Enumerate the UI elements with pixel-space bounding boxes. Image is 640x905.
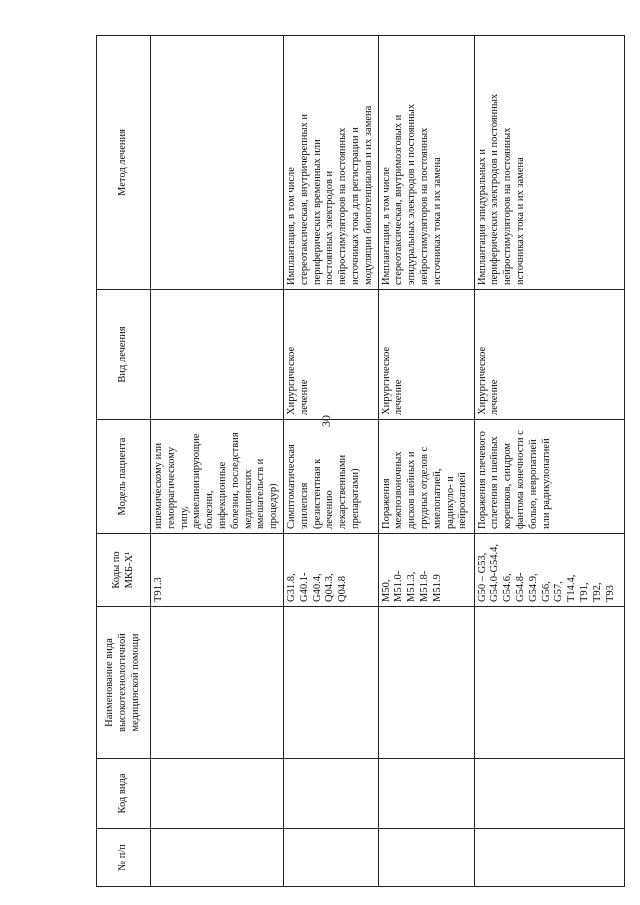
cell-line: стереотаксическая, внутримозговых и (393, 114, 405, 285)
cell-line: лечению (324, 490, 336, 529)
cell-line: Симптоматическая (285, 444, 297, 529)
cell-line: эпилепсия (298, 482, 310, 529)
header-icd-codes: Коды по МКБ-X¹ (97, 534, 151, 607)
row-icd-codes-cell (474, 534, 624, 607)
row-treatment-type-cell (151, 290, 284, 420)
row-treatment-method-cell (378, 36, 474, 290)
cell-line: G56, (540, 581, 552, 602)
row-care-name-cell (474, 607, 624, 759)
cell-line: фантома конечности с (514, 430, 526, 529)
cell-line: вмешательств и (255, 458, 267, 529)
cell-line: инфекционные (216, 461, 228, 529)
row-code-cell (474, 759, 624, 829)
header-treatment-method: Метод лечения (97, 36, 151, 290)
cell-line: M51.8- (418, 570, 430, 602)
cell-line: Имплантация, в том числе (285, 167, 297, 285)
cell-line: препаратами) (349, 468, 361, 529)
cell-line: M50, (380, 579, 392, 602)
cell-line: демиелинизирующие (191, 433, 203, 529)
row-patient-model-cell (151, 420, 284, 534)
cell-line: лечение (489, 379, 501, 415)
cell-line: болезни, последствия (229, 432, 241, 529)
cell-line: G54.9, (527, 573, 539, 602)
cell-line: эпидуральных электродов и постоянных (406, 103, 418, 285)
table-row (378, 36, 474, 887)
cell-line: T91, (578, 582, 590, 602)
cell-line: лекарственными (337, 454, 349, 529)
row-number-cell (283, 829, 378, 887)
cell-line: Q04.8 (337, 576, 349, 602)
cell-line: периферических временных или (311, 139, 323, 285)
row-treatment-type-cell (283, 290, 378, 420)
table-row (283, 36, 378, 887)
row-patient-model-cell (378, 420, 474, 534)
cell-line: T92, (591, 582, 603, 602)
cell-line: M51.0- (393, 570, 405, 602)
cell-line: типу, (178, 506, 190, 529)
header-number: № п/п (97, 829, 151, 887)
cell-line: стереотаксическая, внутричерепных и (298, 113, 310, 285)
header-code: Код вида (97, 759, 151, 829)
cell-line: Имплантация эпидуральных и (476, 149, 488, 285)
cell-line: или радикулопатией (540, 438, 552, 529)
row-patient-model-cell (283, 420, 378, 534)
row-treatment-type-cell (474, 290, 624, 420)
row-code-cell (378, 759, 474, 829)
cell-line: нейростимуляторов на постоянных (418, 127, 430, 285)
cell-line: нейропатией (457, 472, 469, 529)
cell-line: T93 (604, 585, 616, 602)
cell-line: G40.1- (298, 572, 310, 602)
cell-line: G40.4, (311, 573, 323, 602)
cell-line: G54.0-G54.4, (489, 543, 501, 602)
row-patient-model-cell (474, 420, 624, 534)
table-row (474, 36, 624, 887)
cell-line: лечение (393, 379, 405, 415)
cell-line: сплетения и шейных (489, 436, 501, 529)
header-patient-model: Модель пациента (97, 420, 151, 534)
row-icd-codes-cell (378, 534, 474, 607)
row-number-cell (151, 829, 284, 887)
row-treatment-method-cell (151, 36, 284, 290)
cell-line: G54.8- (514, 572, 526, 602)
cell-line: процедур) (268, 483, 280, 529)
cell-line: корешков, синдром (502, 442, 514, 529)
row-treatment-type-cell (378, 290, 474, 420)
row-number-cell (378, 829, 474, 887)
cell-line: T91.3 (153, 577, 164, 602)
cell-line: радикуло- и (444, 476, 456, 529)
cell-line: периферических электродов и постоянных (489, 93, 501, 285)
cell-line: ишемическому или (153, 442, 164, 529)
row-care-name-cell (151, 607, 284, 759)
cell-line: Q04.3, (324, 573, 336, 602)
cell-line: G57, (553, 581, 565, 602)
cell-line: Хирургическое (476, 346, 488, 415)
table-header-row (97, 36, 151, 887)
cell-line: геморрагическому (165, 446, 177, 529)
cell-line: межпозвоночных (393, 451, 405, 529)
rotated-table-container (96, 36, 616, 887)
cell-line: Хирургическое (285, 346, 297, 415)
page-number: 30 (319, 415, 333, 427)
cell-line: медицинских (242, 469, 254, 529)
table-row (151, 36, 284, 887)
cell-line: G54.6, (502, 573, 514, 602)
row-care-name-cell (283, 607, 378, 759)
header-treatment-type: Вид лечения (97, 290, 151, 420)
cell-line: M51.3, (406, 571, 418, 602)
treatment-table (96, 35, 625, 887)
cell-line: болью, невропатией (527, 439, 539, 529)
row-care-name-cell (378, 607, 474, 759)
table-body (151, 36, 625, 887)
cell-line: Поражения плечевого (476, 431, 488, 529)
row-code-cell (283, 759, 378, 829)
cell-line: источниках тока и их замена (431, 157, 443, 285)
row-code-cell (151, 759, 284, 829)
cell-line: (резистентная к (311, 458, 323, 529)
cell-line: T14.4, (566, 574, 578, 602)
cell-line: постоянных электродов и (324, 170, 336, 285)
header-care-name: Наименование вида высокотехнологичной медицинской помощи (97, 607, 151, 759)
cell-line: Хирургическое (380, 346, 392, 415)
cell-line: источниках тока для регистрации и (349, 127, 361, 285)
cell-line: грудных отделов с (418, 446, 430, 529)
cell-line: M51.9 (431, 574, 443, 602)
row-icd-codes-cell (283, 534, 378, 607)
cell-line: лечение (298, 379, 310, 415)
cell-line: G50 – G53, (476, 552, 488, 602)
cell-line: миелопатией, (431, 468, 443, 529)
cell-line: нейростимуляторов на постоянных (337, 127, 349, 285)
cell-line: источниках тока и их замена (514, 157, 526, 285)
cell-line: G31.8, (285, 573, 297, 602)
cell-line: нейростимуляторов на постоянных (502, 127, 514, 285)
cell-line: болезни, (204, 490, 216, 529)
row-number-cell (474, 829, 624, 887)
cell-line: дисков шейных и (406, 451, 418, 529)
cell-line: Поражения (380, 478, 392, 529)
cell-line: модуляции биопотенциалов и их замена (362, 105, 374, 285)
cell-line: Имплантация, в том числе (380, 167, 392, 285)
row-treatment-method-cell (474, 36, 624, 290)
row-icd-codes-cell (151, 534, 284, 607)
row-treatment-method-cell (283, 36, 378, 290)
